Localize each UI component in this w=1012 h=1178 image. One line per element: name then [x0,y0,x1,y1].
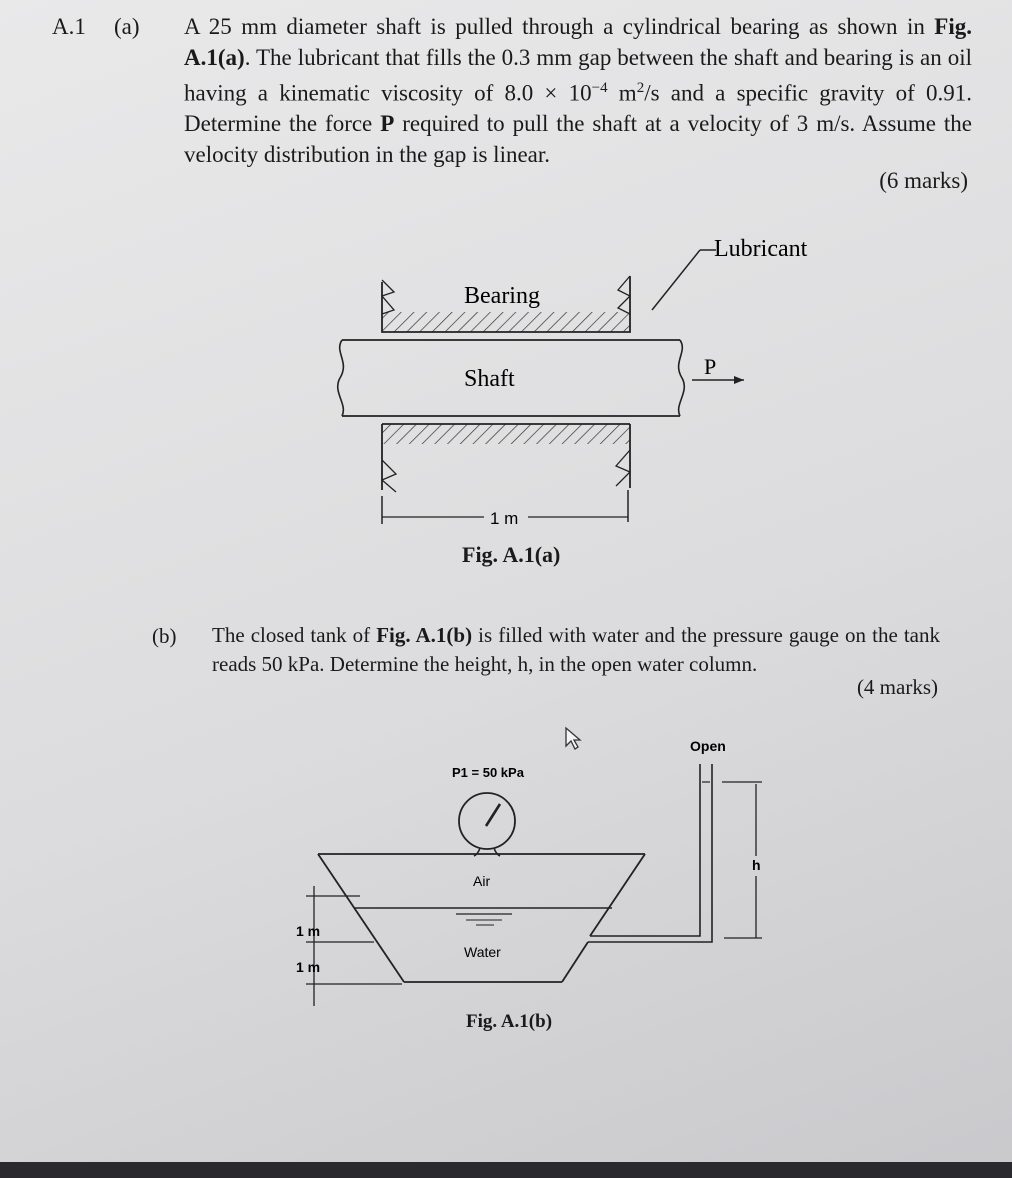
question-number: A.1 [52,14,86,39]
water-label: Water [464,944,501,960]
lubricant-label: Lubricant [714,236,808,262]
part-a-label: (a) [114,14,140,39]
part-b-text [212,621,940,679]
bearing-bottom [382,424,630,492]
shaft-label: Shaft [464,366,515,392]
force-label: P [704,354,717,379]
part-a-marks: (6 marks) [879,168,968,193]
part-b-fig-ref: Fig. A.1(b) [376,623,473,647]
part-a-text-3: m [607,80,637,106]
figure-b-caption: Fig. A.1(b) [466,1011,553,1032]
photo-bottom-edge [0,1162,1012,1178]
lower-depth-label: 1 m [296,959,321,975]
air-label: Air [473,873,491,889]
part-a-text-1: A 25 mm diameter shaft is pulled through a cylindrical bearing as shown in [184,14,935,39]
figure-a-caption: Fig. A.1(a) [462,542,561,567]
part-a-exponent-2: 2 [636,80,645,96]
part-b-marks: (4 marks) [856,675,938,699]
open-label: Open [690,738,726,754]
part-a-text-4: /s and a specific gravity of 0.91. Determine the force [184,80,973,137]
bearing-label: Bearing [464,283,540,309]
part-a-exponent: −4 [591,80,608,96]
part-a-force-symbol: P [380,111,395,137]
mouse-pointer-icon [566,728,580,749]
part-b-text-2: is filled with water and the pressure gauge on the tank reads 50 kPa. Determine the height, h, in the open water column. [212,623,940,676]
force-arrowhead [734,376,744,384]
height-label: h [752,857,761,873]
figure-b-diagram [0,700,1012,1030]
part-a-fig-ref: Fig. A.1(a) [184,14,972,70]
pressure-gauge [459,793,515,856]
upper-depth-label: 1 m [296,923,321,939]
lubricant-leader-line [652,250,700,310]
gauge-label: P1 = 50 kPa [452,765,524,780]
part-b-text-1: The closed tank of [212,623,377,647]
part-b-label: (b) [152,624,177,648]
length-label: 1 m [490,509,519,528]
part-a-text-2: . The lubricant that fills the 0.3 mm gap between the shaft and bearing is an oil having a kinematic viscosity of 8.0 × 10 [184,44,972,106]
open-column-tube [588,764,712,942]
depth-dimensions [306,886,402,1006]
part-a-text-5: required to pull the shaft at a velocity of 3 m/s. Assume the velocity distribution in the gap is linear. [184,111,972,167]
